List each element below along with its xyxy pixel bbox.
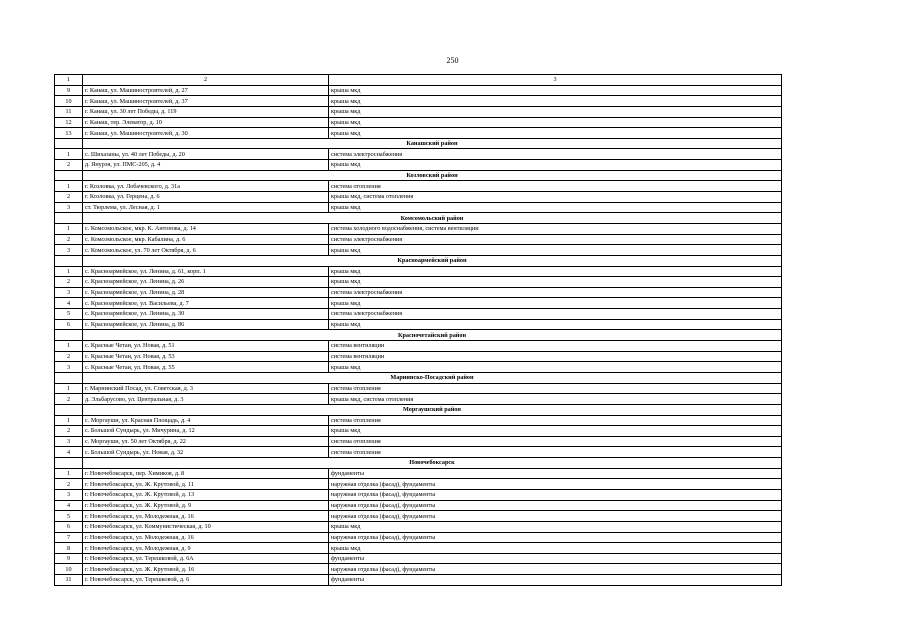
row-work: крыша мкд: [329, 543, 782, 554]
row-number: 2: [55, 394, 83, 405]
row-number: 2: [55, 160, 83, 171]
district-header-row: [55, 255, 782, 266]
table-row: [55, 394, 782, 405]
row-address: ст. Тюрлема, ул. Лесная, д. 1: [83, 202, 329, 213]
table-row: [55, 160, 782, 171]
row-work: система электроснабжения: [329, 149, 782, 160]
row-address: г. Канаш, ул. Машиностроителей, д. 27: [83, 85, 329, 96]
empty-cell: [55, 330, 83, 341]
empty-cell: [55, 170, 83, 181]
row-work: система отопления: [329, 447, 782, 458]
row-number: 6: [55, 319, 83, 330]
row-number: 3: [55, 489, 83, 500]
row-number: 2: [55, 351, 83, 362]
row-work: наружная отделка (фасад), фундаменты: [329, 500, 782, 511]
row-number: 6: [55, 521, 83, 532]
row-number: 2: [55, 234, 83, 245]
district-name: Комсомольский район: [83, 213, 782, 224]
table-row: [55, 511, 782, 522]
row-number: 4: [55, 500, 83, 511]
table-row: [55, 383, 782, 394]
district-header-row: [55, 404, 782, 415]
row-number: 2: [55, 192, 83, 203]
district-name: Красночетайский район: [83, 330, 782, 341]
row-work: крыша мкд: [329, 298, 782, 309]
row-number: 9: [55, 85, 83, 96]
table-row: [55, 415, 782, 426]
row-address: с. Красноармейское, ул. Ленина, д. 61, корп. 1: [83, 266, 329, 277]
row-work: крыша мкд: [329, 266, 782, 277]
row-work: система отопления: [329, 181, 782, 192]
row-number: 5: [55, 309, 83, 320]
row-address: с. Комсомольское, ул. 70 лет Октября, д. 6: [83, 245, 329, 256]
empty-cell: [55, 372, 83, 383]
row-number: 1: [55, 415, 83, 426]
row-address: г. Козловка, ул. Герцена, д. 6: [83, 192, 329, 203]
row-number: 2: [55, 426, 83, 437]
page-number: 250: [446, 56, 459, 65]
row-number: 3: [55, 202, 83, 213]
row-number: 12: [55, 117, 83, 128]
district-header-row: [55, 372, 782, 383]
row-number: 1: [55, 223, 83, 234]
row-address: с. Большой Сундырь, ул. Мичурина, д. 12: [83, 426, 329, 437]
row-address: г. Канаш, ул. 30 лет Победы, д. 119: [83, 106, 329, 117]
row-number: 1: [55, 181, 83, 192]
row-number: 3: [55, 436, 83, 447]
empty-cell: [55, 255, 83, 266]
row-address: г. Новочебоксарск, ул. Ж. Крутовой, д. 11: [83, 479, 329, 490]
row-address: с. Моргауши, ул. Красная Площадь, д. 4: [83, 415, 329, 426]
row-work: наружная отделка (фасад), фундаменты: [329, 511, 782, 522]
row-number: 3: [55, 362, 83, 373]
row-work: крыша мкд: [329, 521, 782, 532]
row-work: система вентиляции: [329, 351, 782, 362]
row-address: с. Красные Четаи, ул. Новая, д. 55: [83, 362, 329, 373]
row-number: 8: [55, 543, 83, 554]
row-address: г. Новочебоксарск, ул. Молодежная, д. 9: [83, 543, 329, 554]
table-row: [55, 298, 782, 309]
table-row: [55, 468, 782, 479]
row-address: с. Моргауши, ул. 50 лет Октября, д. 22: [83, 436, 329, 447]
row-address: с. Красноармейское, ул. Васильева, д. 7: [83, 298, 329, 309]
table-row: [55, 287, 782, 298]
row-number: 1: [55, 468, 83, 479]
row-work: крыша мкд, система отопления: [329, 394, 782, 405]
header-cell-work: 3: [329, 75, 782, 86]
row-work: крыша мкд: [329, 277, 782, 288]
row-work: крыша мкд: [329, 160, 782, 171]
table-header-row: [55, 75, 782, 86]
row-work: наружная отделка (фасад), фундаменты: [329, 489, 782, 500]
table-row: [55, 181, 782, 192]
row-work: крыша мкд: [329, 319, 782, 330]
row-address: д. Эльбарусово, ул. Центральная, д. 3: [83, 394, 329, 405]
table-row: [55, 362, 782, 373]
table-row: [55, 575, 782, 586]
district-name: Канашский район: [83, 138, 782, 149]
row-work: крыша мкд: [329, 245, 782, 256]
district-name: Козловский район: [83, 170, 782, 181]
row-work: наружная отделка (фасад), фундаменты: [329, 564, 782, 575]
row-address: с. Большой Сундырь, ул. Новая, д. 32: [83, 447, 329, 458]
row-number: 1: [55, 341, 83, 352]
row-number: 2: [55, 277, 83, 288]
row-address: г. Новочебоксарск, ул. Молодежная, д. 16: [83, 511, 329, 522]
table-row: [55, 202, 782, 213]
district-header-row: [55, 330, 782, 341]
table-row: [55, 532, 782, 543]
row-work: фундаменты: [329, 575, 782, 586]
table-row: [55, 117, 782, 128]
table-row: [55, 564, 782, 575]
table-body: [55, 75, 782, 586]
header-cell-address: 2: [83, 75, 329, 86]
row-number: 5: [55, 511, 83, 522]
district-name: Моргаушский район: [83, 404, 782, 415]
empty-cell: [55, 138, 83, 149]
row-address: г. Канаш, ул. Машиностроителей, д. 37: [83, 96, 329, 107]
row-address: г. Новочебоксарск, ул. Ж. Крутовой, д. 16: [83, 564, 329, 575]
row-work: система электроснабжения: [329, 287, 782, 298]
row-work: система электроснабжения: [329, 234, 782, 245]
row-number: 4: [55, 298, 83, 309]
header-cell-number: 1: [55, 75, 83, 86]
row-address: с. Комсомольское, мкр. Кабалина, д. 6: [83, 234, 329, 245]
row-address: с. Комсомольское, мкр. К. Антонова, д. 14: [83, 223, 329, 234]
district-name: Красноармейский район: [83, 255, 782, 266]
table-row: [55, 266, 782, 277]
row-address: г. Канаш, тер. Элеватор, д. 10: [83, 117, 329, 128]
row-number: 9: [55, 553, 83, 564]
row-address: с. Шихазаны, ул. 40 лет Победы, д. 20: [83, 149, 329, 160]
row-work: система электроснабжения: [329, 309, 782, 320]
row-work: крыша мкд: [329, 85, 782, 96]
row-address: с. Красноармейское, ул. Ленина, д. 26: [83, 277, 329, 288]
table-row: [55, 245, 782, 256]
empty-cell: [55, 458, 83, 469]
row-address: с. Красные Четаи, ул. Новая, д. 53: [83, 351, 329, 362]
row-work: крыша мкд, система отопления: [329, 192, 782, 203]
row-number: 1: [55, 266, 83, 277]
table-row: [55, 489, 782, 500]
empty-cell: [55, 213, 83, 224]
row-number: 11: [55, 106, 83, 117]
row-address: с. Красноармейское, ул. Ленина, д. 28: [83, 287, 329, 298]
row-work: система отопления: [329, 383, 782, 394]
table-row: [55, 128, 782, 139]
table-row: [55, 521, 782, 532]
row-work: крыша мкд: [329, 362, 782, 373]
row-address: с. Красноармейское, ул. Ленина, д. 30: [83, 309, 329, 320]
district-header-row: [55, 170, 782, 181]
table-row: [55, 85, 782, 96]
table-row: [55, 341, 782, 352]
row-work: система отопления: [329, 415, 782, 426]
row-address: г. Новочебоксарск, ул. Коммунистическая, д. 10: [83, 521, 329, 532]
table-row: [55, 319, 782, 330]
table-row: [55, 447, 782, 458]
row-work: система вентиляции: [329, 341, 782, 352]
row-work: фундаменты: [329, 468, 782, 479]
table-row: [55, 223, 782, 234]
row-work: крыша мкд: [329, 128, 782, 139]
row-address: г. Канаш, ул. Машиностроителей, д. 30: [83, 128, 329, 139]
table-row: [55, 543, 782, 554]
row-work: система отопления: [329, 436, 782, 447]
row-work: наружная отделка (фасад), фундаменты: [329, 479, 782, 490]
row-work: система холодного водоснабжения, система вентиляции: [329, 223, 782, 234]
row-address: г. Новочебоксарск, ул. Ж. Крутовой, д. 13: [83, 489, 329, 500]
empty-cell: [55, 404, 83, 415]
row-number: 10: [55, 564, 83, 575]
row-number: 2: [55, 479, 83, 490]
district-header-row: [55, 458, 782, 469]
row-number: 13: [55, 128, 83, 139]
row-number: 11: [55, 575, 83, 586]
row-address: с. Красноармейское, ул. Ленина, д. 86: [83, 319, 329, 330]
row-address: г. Новочебоксарск, пер. Химиков, д. 8: [83, 468, 329, 479]
row-number: 1: [55, 383, 83, 394]
row-address: г. Мариинский Посад, ул. Советская, д. 3: [83, 383, 329, 394]
row-work: фундаменты: [329, 553, 782, 564]
row-address: с. Красные Четаи, ул. Новая, д. 51: [83, 341, 329, 352]
table-row: [55, 277, 782, 288]
table-row: [55, 192, 782, 203]
row-work: крыша мкд: [329, 202, 782, 213]
row-work: крыша мкд: [329, 106, 782, 117]
row-number: 3: [55, 245, 83, 256]
table-row: [55, 553, 782, 564]
table-row: [55, 426, 782, 437]
row-address: г. Козловка, ул. Лобачевского, д. 31а: [83, 181, 329, 192]
document-table: [54, 74, 782, 586]
table-row: [55, 351, 782, 362]
row-number: 4: [55, 447, 83, 458]
row-work: крыша мкд: [329, 96, 782, 107]
row-work: крыша мкд: [329, 117, 782, 128]
row-work: крыша мкд: [329, 426, 782, 437]
row-address: г. Новочебоксарск, ул. Молодежная, д. 16: [83, 532, 329, 543]
table-row: [55, 96, 782, 107]
row-number: 10: [55, 96, 83, 107]
district-header-row: [55, 138, 782, 149]
district-name: Мариинско-Посадский район: [83, 372, 782, 383]
row-number: 7: [55, 532, 83, 543]
row-address: д. Янурзя, ул. ПМС-205, д. 4: [83, 160, 329, 171]
table-row: [55, 149, 782, 160]
table-row: [55, 106, 782, 117]
district-header-row: [55, 213, 782, 224]
row-address: г. Новочебоксарск, ул. Ж. Крутовой, д. 9: [83, 500, 329, 511]
row-address: г. Новочебоксарск, ул. Терешковой, д. 6: [83, 575, 329, 586]
district-name: Новочебоксарск: [83, 458, 782, 469]
table-row: [55, 234, 782, 245]
row-work: наружная отделка (фасад), фундаменты: [329, 532, 782, 543]
table-row: [55, 479, 782, 490]
row-address: г. Новочебоксарск, ул. Терешковой, д. 6А: [83, 553, 329, 564]
row-number: 3: [55, 287, 83, 298]
table-row: [55, 500, 782, 511]
row-number: 1: [55, 149, 83, 160]
table-row: [55, 309, 782, 320]
table-row: [55, 436, 782, 447]
